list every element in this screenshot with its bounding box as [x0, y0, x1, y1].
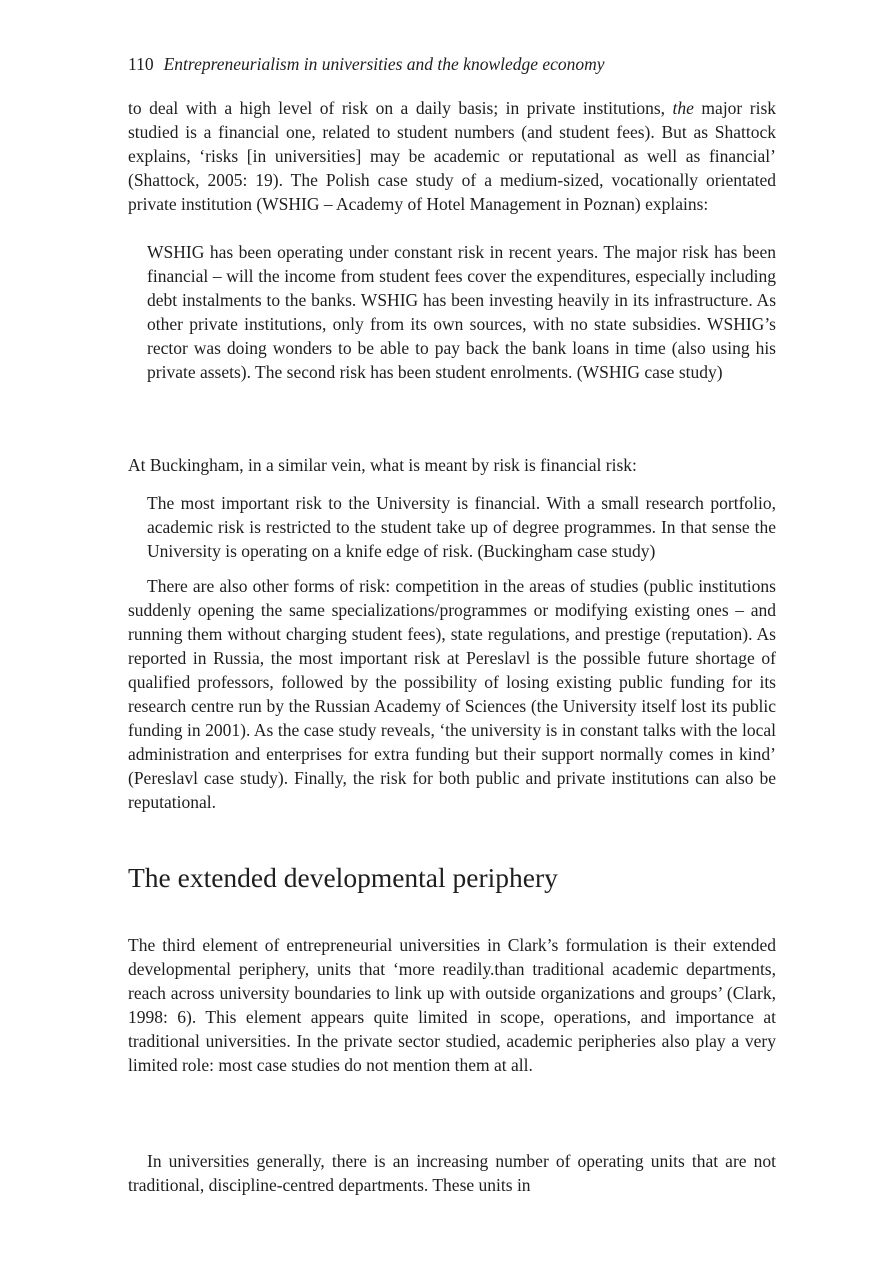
paragraph-buckingham-intro: At Buckingham, in a similar vein, what is meant by risk is financial risk: — [128, 455, 637, 475]
emphasis-the: the — [672, 98, 694, 118]
paragraph-risk-continuation — [128, 96, 776, 216]
paragraph-text: major risk studied is a financial one, related to student numbers (and student fees). But as Shattock explains, ‘risks [in universities] may be academic or reputational as well as financial’ (Shattock, 2005: 19). The Polish case study of a medium-sized, vocationally orientated private institution (WSHIG – Academy of Hotel Management in Poznan) explains: — [128, 98, 777, 214]
running-head — [128, 54, 605, 75]
section-heading: The extended developmental periphery — [128, 862, 558, 893]
paragraph-universities-generally: In universities generally, there is an increasing number of operating units that are not traditional, discipline-centred departments. These units in — [128, 1151, 776, 1195]
paragraph-text: to deal with a high level of risk on a daily basis; in private institutions, — [128, 98, 673, 118]
book-title: Entrepreneurialism in universities and the knowledge economy — [163, 54, 605, 74]
paragraph-other-risks: There are also other forms of risk: competition in the areas of studies (public institutions suddenly opening the same specializations/programmes or modifying existing ones – and running them without charging student fees), state regulations, and prestige (reputation). As reported in Russia, the most important risk at Pereslavl is the possible future shortage of qualified professors, followed by the possibility of losing existing public funding for its research centre run by the Russian Academy of Sciences (the University itself lost its public funding in 2001). As the case study reveals, ‘the university is in constant talks with the local administration and enterprises for extra funding but their support normally comes in kind’ (Pereslavl case study). Finally, the risk for both public and private institutions can also be reputational. — [128, 576, 776, 812]
paragraph-periphery-intro: The third element of entrepreneurial universities in Clark’s formulation is their extended developmental periphery, units that ‘more readily.than traditional academic departments, reach across university boundaries to link up with outside organizations and groups’ (Clark, 1998: 6). This element appears quite limited in scope, operations, and importance at traditional universities. In the private sector studied, academic peripheries also play a very limited role: most case studies do not mention them at all. — [128, 935, 776, 1075]
block-quote-buckingham: The most important risk to the University is financial. With a small research portfolio, academic risk is restricted to the student take up of degree programmes. In that sense the University is operating on a knife edge of risk. (Buckingham case study) — [147, 493, 776, 561]
block-quote-wshig: WSHIG has been operating under constant risk in recent years. The major risk has been financial – will the income from student fees cover the expenditures, especially including debt instalments to the banks. WSHIG has been investing heavily in its infrastructure. As other private institutions, only from its own sources, with no state subsidies. WSHIG’s rector was doing wonders to be able to pay back the bank loans in time (also using his private assets). The second risk has been student enrolments. (WSHIG case study) — [147, 242, 776, 382]
page-number: 110 — [128, 54, 154, 74]
